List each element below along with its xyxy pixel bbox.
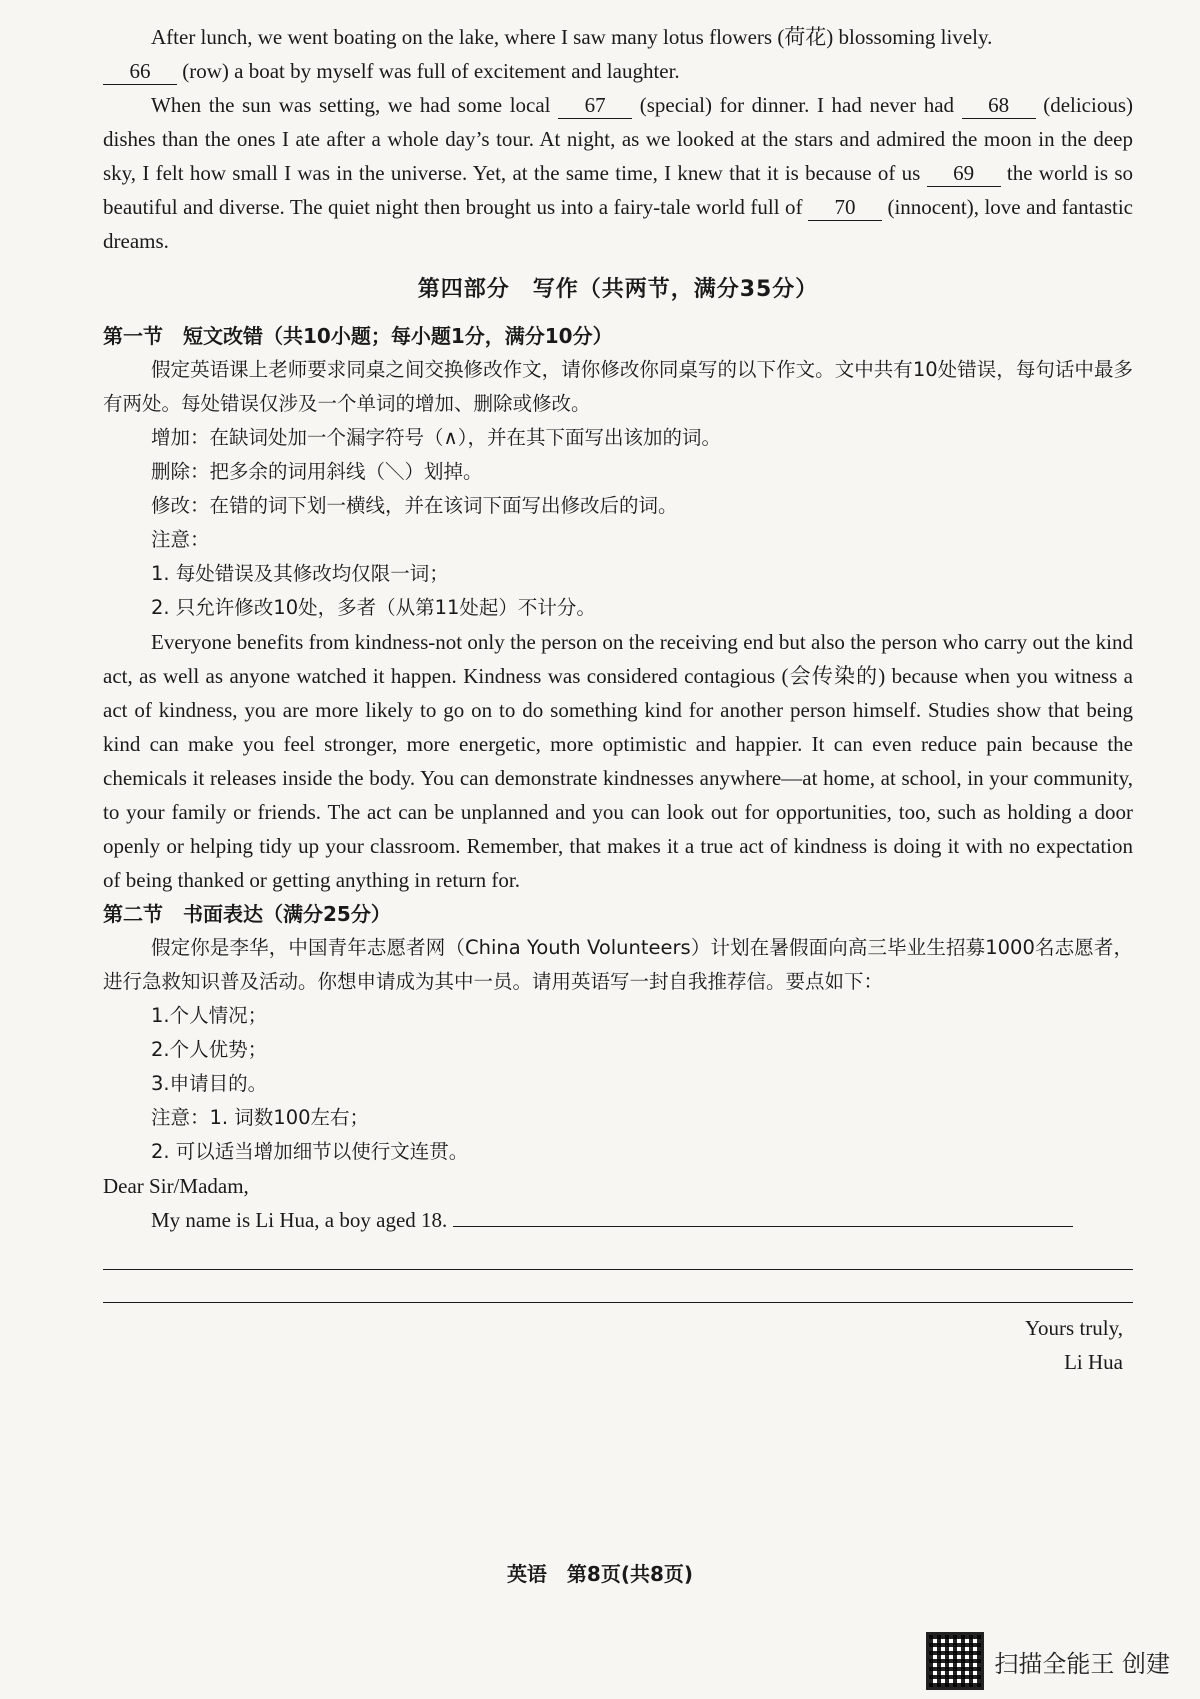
point-1: 1.个人情况；: [151, 1004, 268, 1027]
section-1-title: 第一节 短文改错（共10小题；每小题1分，满分10分）: [103, 324, 613, 348]
instruction-modify: 修改：在错的词下划一横线，并在该词下面写出修改后的词。: [151, 494, 678, 517]
blank-70: 70: [808, 194, 882, 221]
letter-opening-line: [103, 1203, 1133, 1237]
blank-67: 67: [558, 92, 632, 119]
passage-text: (special) for dinner. I had never had: [639, 93, 955, 117]
answer-line[interactable]: [103, 1270, 1133, 1303]
passage-text: (delicious) dishes than the ones I ate after a whole day’s tour. At night, as we looked at the stars and admired the moon in the deep sky, I felt how small I was in the universe. Yet, at the same time, I knew that it is because of us: [103, 93, 1134, 185]
closing: Yours truly,: [1024, 1316, 1123, 1340]
section-2-title: 第二节 书面表达（满分25分）: [103, 902, 391, 926]
passage-text: After lunch, we went boating on the lake, where I saw many lotus flowers (荷花) blossoming lively.: [151, 25, 993, 49]
point-2: 2.个人优势；: [151, 1038, 268, 1061]
note-2: 2. 只允许修改10处，多者（从第11处起）不计分。: [151, 596, 596, 619]
passage-paragraph-1: [103, 20, 1133, 88]
passage-text: (innocent), love and fantastic dreams.: [103, 195, 1133, 253]
answer-line[interactable]: [103, 1237, 1133, 1270]
note-1: 1. 每处错误及其修改均仅限一词；: [151, 562, 449, 585]
instruction-add: 增加：在缺词处加一个漏字符号（∧），并在其下面写出该加的词。: [151, 426, 722, 449]
blank-66: 66: [103, 58, 177, 85]
point-3: 3.申请目的。: [151, 1072, 268, 1095]
passage-paragraph-2: [103, 88, 1133, 258]
signature: Li Hua: [1064, 1350, 1123, 1374]
salutation: Dear Sir/Madam,: [103, 1174, 249, 1198]
scanner-watermark: [926, 1632, 1170, 1690]
page-footer: 英语 第8页(共8页): [506, 1562, 694, 1586]
watermark-text: 扫描全能王 创建: [994, 1649, 1170, 1678]
blank-69: 69: [927, 160, 1001, 187]
exam-page: [103, 20, 1133, 1379]
passage-text: (row) a boat by myself was full of excitement and laughter.: [182, 59, 680, 83]
writing-note-2: 2. 可以适当增加细节以使行文连贯。: [151, 1140, 469, 1163]
blank-68: 68: [962, 92, 1036, 119]
instruction-delete: 删除：把多余的词用斜线（＼）划掉。: [151, 460, 483, 483]
passage-text: the world is so beautiful and diverse. The quiet night then brought us into a fairy-tale world full of: [103, 161, 1134, 219]
note-label: 注意：: [151, 528, 210, 551]
writing-prompt: 假定你是李华，中国青年志愿者网（China Youth Volunteers）计划在暑假面向高三毕业生招募1000名志愿者，进行急救知识普及活动。你想申请成为其中一员。请用英语写一封自我推荐信。要点如下：: [103, 936, 1133, 993]
part-title: 第四部分 写作（共两节，满分35分）: [417, 277, 819, 302]
qr-code-icon: [926, 1632, 984, 1690]
error-correction-essay: Everyone benefits from kindness-not only the person on the receiving end but also the person who carry out the kind act, as well as anyone watched it happen. Kindness was considered contagious (会传染的) because when you witness a act of kindness, you are more likely to go on to do something kind for another person himself. Studies show that being kind can make you feel stronger, more energetic, more optimistic and happier. It can even reduce pain because the chemicals it releases inside the body. You can demonstrate kindnesses anywhere—at home, at school, in your community, to your family or friends. The act can be unplanned and you can look out for opportunities, too, such as holding a door openly or helping tidy up your classroom. Remember, that makes it a true act of kindness is doing it with no expectation of being thanked or getting anything in return for.: [103, 630, 1133, 892]
passage-text: When the sun was setting, we had some local: [151, 93, 551, 117]
answer-line[interactable]: [453, 1206, 1073, 1227]
letter-opening: My name is Li Hua, a boy aged 18.: [151, 1208, 448, 1232]
section-1-intro: 假定英语课上老师要求同桌之间交换修改作文，请你修改你同桌写的以下作文。文中共有10处错误，每句话中最多有两处。每处错误仅涉及一个单词的增加、删除或修改。: [103, 358, 1133, 415]
writing-note-1: 注意：1. 词数100左右；: [151, 1106, 370, 1129]
